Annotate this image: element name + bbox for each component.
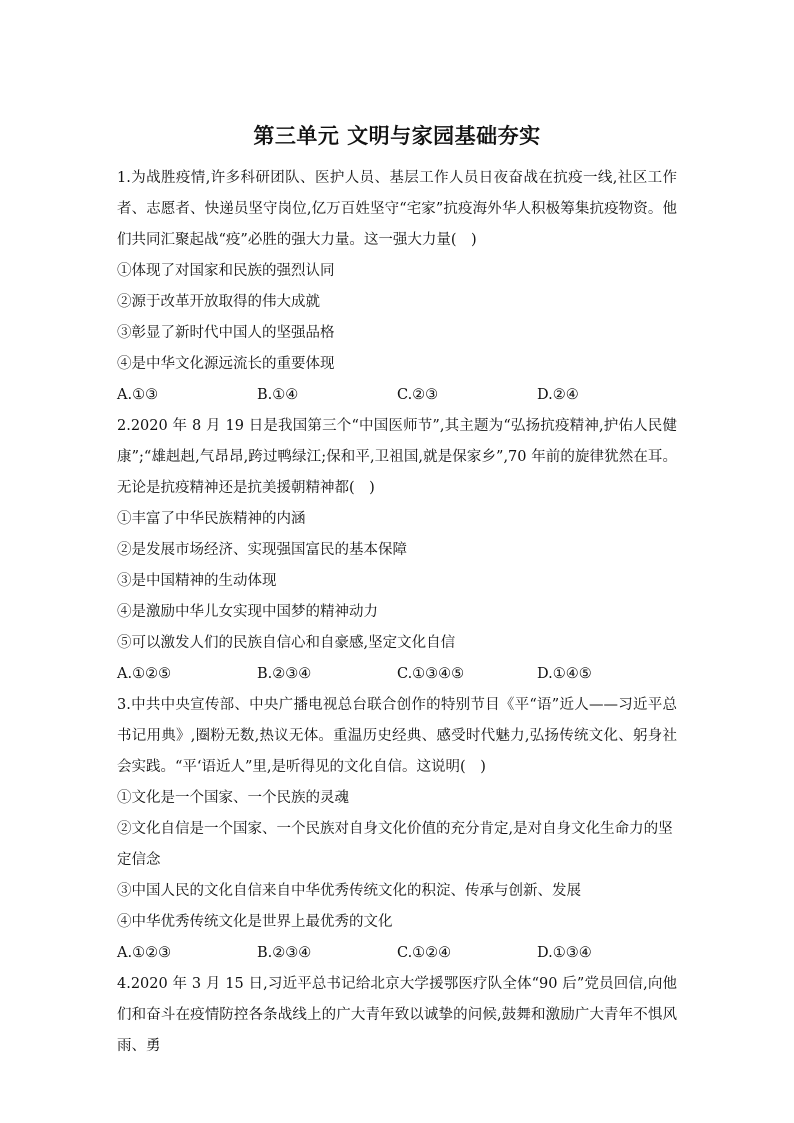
statement-item: ③彰显了新时代中国人的坚强品格 <box>117 325 335 341</box>
statement-item: ③中国人民的文化自信来自中华优秀传统文化的积淀、传承与创新、发展 <box>117 883 581 899</box>
statement-item: ②源于改革开放取得的伟大成就 <box>117 294 320 310</box>
statement-item: ①丰富了中华民族精神的内涵 <box>117 511 306 527</box>
question-stem: 4.2020 年 3 月 15 日,习近平总书记给北京大学援鄂医疗队全体“90 后”党员回信,向他们和奋斗在疫情防控各条战线上的广大青年致以诚挚的问候,鼓舞和激励广大青年不惧风雨、勇 <box>117 976 677 1054</box>
statement-item: ④中华优秀传统文化是世界上最优秀的文化 <box>117 914 393 930</box>
choice-d: D.①④⑤ <box>537 666 592 682</box>
choice-a: A.①③ <box>117 387 159 403</box>
statement-item: ②文化自信是一个国家、一个民族对自身文化价值的充分肯定,是对自身文化生命力的坚定信念 <box>117 821 673 868</box>
choice-b: B.②③④ <box>257 666 312 682</box>
choice-b: B.①④ <box>257 387 299 403</box>
choice-c: C.①③④⑤ <box>397 666 465 682</box>
question-2 <box>117 411 677 690</box>
question-stem: 2.2020 年 8 月 19 日是我国第三个“中国医师节”,其主题为“弘扬抗疫精神,护佑人民健康”;“雄赳赳,气昂昂,跨过鸭绿江;保和平,卫祖国,就是保家乡”,70 年前的旋律犹然在耳。无论是抗疫精神还是抗美援朝精神都( ) <box>117 418 677 496</box>
question-stem: 3.中共中央宣传部、中央广播电视总台联合创作的特别节目《平“语”近人——习近平总书记用典》,圈粉无数,热议无体。重温历史经典、感受时代魅力,弘扬传统文化、躬身社会实践。“平‘语近人”里,是听得见的文化自信。这说明( ) <box>117 697 677 775</box>
answer-choices <box>117 938 677 969</box>
statement-item: ①体现了对国家和民族的强烈认同 <box>117 263 335 279</box>
choice-d: D.①③④ <box>537 945 592 961</box>
choice-d: D.②④ <box>537 387 579 403</box>
statement-item: ⑤可以激发人们的民族自信心和自豪感,坚定文化自信 <box>117 635 456 651</box>
statement-item: ①文化是一个国家、一个民族的灵魂 <box>117 790 349 806</box>
question-3 <box>117 690 677 969</box>
choice-a: A.①②⑤ <box>117 666 172 682</box>
question-4 <box>117 969 677 1062</box>
question-stem: 1.为战胜疫情,许多科研团队、医护人员、基层工作人员日夜奋战在抗疫一线,社区工作者、志愿者、快递员坚守岗位,亿万百姓坚守“宅家”抗疫海外华人积极筹集抗疫物资。他们共同汇聚起战“疫”必胜的强大力量。这一强大力量( ) <box>117 170 677 248</box>
question-1 <box>117 163 677 411</box>
choice-a: A.①②③ <box>117 945 172 961</box>
choice-b: B.②③④ <box>257 945 312 961</box>
choice-c: C.①②④ <box>397 945 452 961</box>
choice-c: C.②③ <box>397 387 439 403</box>
statement-item: ④是激励中华儿女实现中国梦的精神动力 <box>117 604 378 620</box>
page-title: 第三单元 文明与家园基础夯实 <box>253 123 541 148</box>
statement-item: ④是中华文化源远流长的重要体现 <box>117 356 335 372</box>
question-list <box>117 163 677 1062</box>
answer-choices <box>117 380 677 411</box>
statement-item: ②是发展市场经济、实现强国富民的基本保障 <box>117 542 407 558</box>
statement-item: ③是中国精神的生动体现 <box>117 573 277 589</box>
answer-choices <box>117 659 677 690</box>
